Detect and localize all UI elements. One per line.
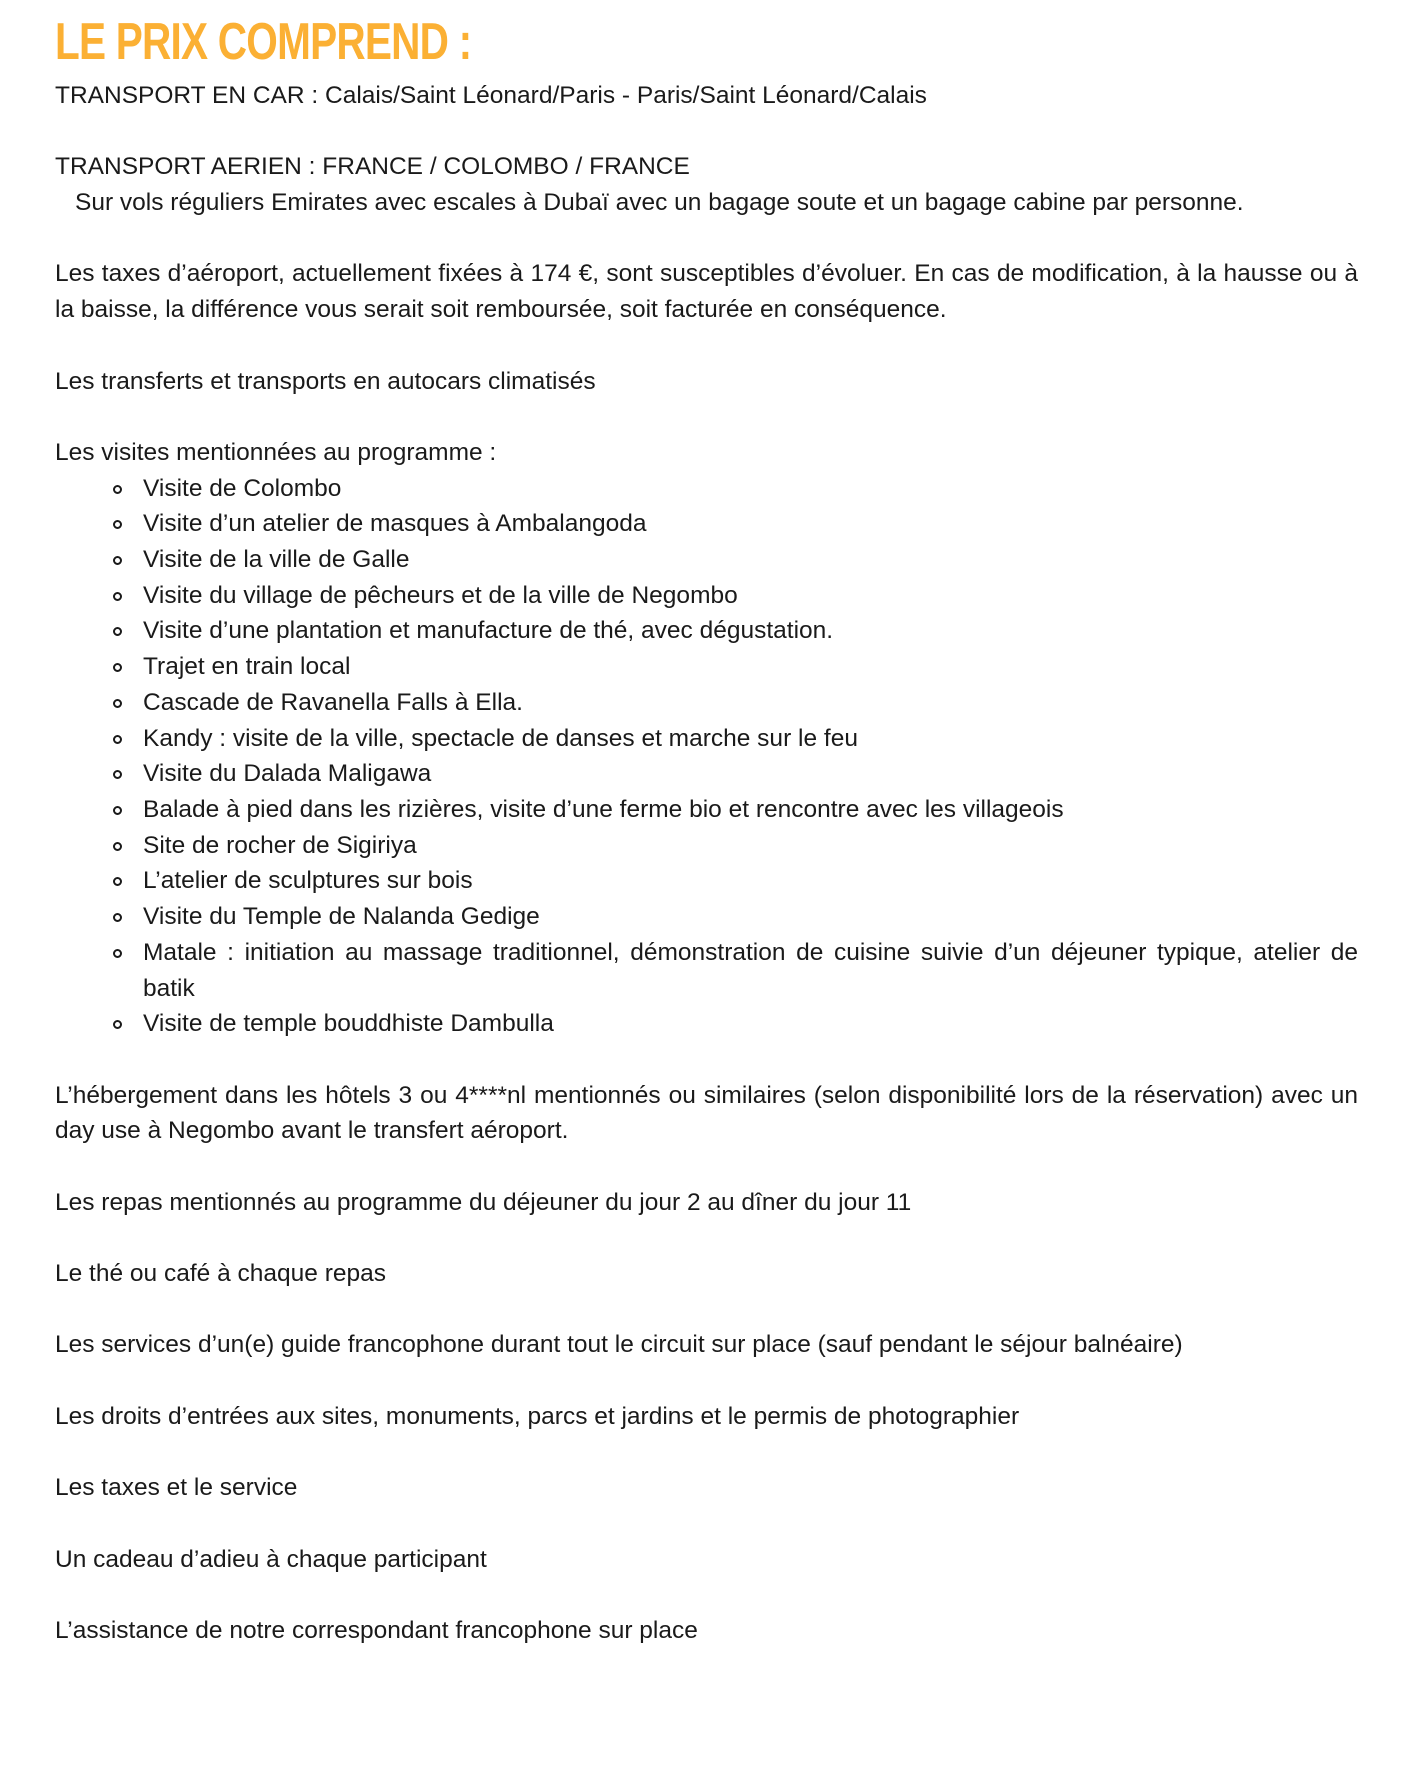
list-item bbox=[55, 471, 1358, 507]
transport-air-block bbox=[55, 149, 1358, 220]
accommodation-text: L’hébergement dans les hôtels 3 ou 4****nl mentionnés ou similaires (selon disponibilité lors de la réservation) avec un day use à Negombo avant le transfert aéroport. bbox=[55, 1081, 1358, 1145]
airport-taxes-text: Les taxes d’aéroport, actuellement fixées à 174 €, sont susceptibles d’évoluer. En cas de modification, à la hausse ou à la baisse, la différence vous serait soit remboursée, soit facturée en conséquence. bbox=[55, 260, 1358, 324]
list-item bbox=[55, 578, 1358, 614]
list-item bbox=[55, 613, 1358, 649]
visit-label: Cascade de Ravanella Falls à Ella. bbox=[143, 688, 523, 716]
hollow-bullet-icon bbox=[113, 949, 122, 958]
transport-air-detail: Sur vols réguliers Emirates avec escales à Dubaï avec un bagage soute et un bagage cabine par personne. bbox=[75, 189, 1244, 217]
visit-label: Visite d’une plantation et manufacture de thé, avec dégustation. bbox=[143, 617, 834, 645]
list-item bbox=[55, 1006, 1358, 1042]
hollow-bullet-icon bbox=[113, 1020, 122, 1029]
visit-label: L’atelier de sculptures sur bois bbox=[143, 867, 473, 895]
hollow-bullet-icon bbox=[113, 770, 122, 779]
hollow-bullet-icon bbox=[113, 699, 122, 708]
visit-label: Visite de Colombo bbox=[143, 474, 342, 502]
visit-label: Visite de la ville de Galle bbox=[143, 546, 410, 574]
drinks-text: Le thé ou café à chaque repas bbox=[55, 1260, 387, 1288]
assistance-text: L’assistance de notre correspondant francophone sur place bbox=[55, 1617, 698, 1645]
visit-label: Visite du village de pêcheurs et de la ville de Negombo bbox=[143, 581, 738, 609]
visit-label: Matale : initiation au massage traditionnel, démonstration de cuisine suivie d’un déjeuner typique, atelier de batik bbox=[143, 938, 1358, 1002]
visits-intro: Les visites mentionnées au programme : bbox=[55, 438, 497, 466]
hollow-bullet-icon bbox=[113, 877, 122, 886]
visit-label: Kandy : visite de la ville, spectacle de danses et marche sur le feu bbox=[143, 724, 858, 752]
transfers-text: Les transferts et transports en autocars climatisés bbox=[55, 367, 596, 395]
hollow-bullet-icon bbox=[113, 842, 122, 851]
visit-label: Visite du Dalada Maligawa bbox=[143, 760, 432, 788]
list-item bbox=[55, 828, 1358, 864]
list-item bbox=[55, 863, 1358, 899]
list-item bbox=[55, 899, 1358, 935]
visit-label: Trajet en train local bbox=[143, 653, 351, 681]
hollow-bullet-icon bbox=[113, 663, 122, 672]
taxes-service-text: Les taxes et le service bbox=[55, 1474, 298, 1502]
list-item bbox=[55, 685, 1358, 721]
entry-fees-text: Les droits d’entrées aux sites, monuments, parcs et jardins et le permis de photographier bbox=[55, 1402, 1020, 1430]
meals-text: Les repas mentionnés au programme du déjeuner du jour 2 au dîner du jour 11 bbox=[55, 1188, 912, 1216]
hollow-bullet-icon bbox=[113, 627, 122, 636]
document-body bbox=[55, 78, 1358, 1649]
list-item bbox=[55, 756, 1358, 792]
hollow-bullet-icon bbox=[113, 592, 122, 601]
hollow-bullet-icon bbox=[113, 913, 122, 922]
visits-list bbox=[55, 471, 1358, 1042]
transport-air-title: TRANSPORT AERIEN : FRANCE / COLOMBO / FRANCE bbox=[55, 153, 690, 181]
visit-label: Visite de temple bouddhiste Dambulla bbox=[143, 1010, 554, 1038]
hollow-bullet-icon bbox=[113, 735, 122, 744]
hollow-bullet-icon bbox=[113, 806, 122, 815]
visit-label: Visite du Temple de Nalanda Gedige bbox=[143, 903, 540, 931]
visit-label: Visite d’un atelier de masques à Ambalangoda bbox=[143, 510, 647, 538]
document-page bbox=[55, 14, 1358, 1649]
visit-label: Balade à pied dans les rizières, visite d’une ferme bio et rencontre avec les villageois bbox=[143, 796, 1064, 823]
list-item bbox=[55, 649, 1358, 685]
list-item bbox=[55, 721, 1358, 757]
list-item bbox=[55, 506, 1358, 542]
list-item bbox=[55, 542, 1358, 578]
list-item bbox=[55, 935, 1358, 1006]
hollow-bullet-icon bbox=[113, 520, 122, 529]
hollow-bullet-icon bbox=[113, 485, 122, 494]
gift-text: Un cadeau d’adieu à chaque participant bbox=[55, 1545, 487, 1573]
transport-car-text: TRANSPORT EN CAR : Calais/Saint Léonard/Paris - Paris/Saint Léonard/Calais bbox=[55, 82, 927, 109]
guide-text: Les services d’un(e) guide francophone durant tout le circuit sur place (sauf pendant le séjour balnéaire) bbox=[55, 1331, 1183, 1359]
visit-label: Site de rocher de Sigiriya bbox=[143, 831, 417, 859]
page-title: LE PRIX COMPREND : bbox=[55, 13, 472, 71]
hollow-bullet-icon bbox=[113, 556, 122, 565]
list-item bbox=[55, 792, 1358, 828]
